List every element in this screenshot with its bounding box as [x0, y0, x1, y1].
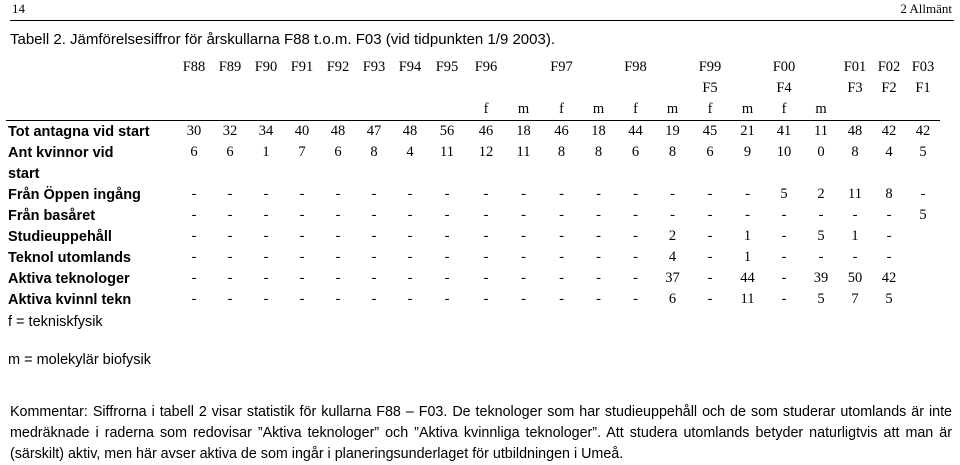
row-label: Från basåret [8, 207, 96, 224]
table-row [6, 205, 940, 226]
table-cell: m [592, 101, 605, 117]
table-cell: - [407, 270, 413, 286]
table-cell: - [559, 186, 564, 202]
table-cell: 11 [440, 144, 454, 160]
page-number: 14 [12, 1, 25, 16]
table-cell: - [818, 207, 824, 223]
table-cell: F96 [474, 59, 498, 75]
table-cell: - [227, 186, 233, 202]
table-cell: - [407, 291, 413, 307]
table-cell: F89 [218, 59, 242, 75]
table-cell [176, 99, 212, 121]
table-cell [906, 99, 940, 121]
table-cell [872, 163, 906, 184]
table-cell: 37 [665, 270, 680, 286]
table-cell: 6 [706, 144, 714, 160]
table-cell: - [191, 228, 197, 244]
table-cell [320, 99, 356, 121]
row-label: Teknol utomlands [8, 249, 131, 266]
table-cell: - [596, 207, 601, 223]
table-cell [731, 57, 764, 78]
table-cell: 5 [780, 186, 788, 202]
table-cell: 42 [872, 121, 906, 143]
table-cell: - [191, 270, 197, 286]
table-cell: - [633, 186, 638, 202]
table-cell [248, 163, 284, 184]
table-cell: F3 [847, 80, 863, 96]
table-cell [392, 78, 428, 99]
table-cell: - [371, 228, 377, 244]
table-cell: 5 [919, 144, 927, 160]
table-row [6, 247, 940, 268]
table-row [6, 184, 940, 205]
table-cell [804, 57, 838, 78]
table-cell [541, 78, 582, 99]
table-cell: - [263, 249, 269, 265]
legend-row-f [6, 310, 940, 334]
table-cell: 39 [813, 270, 829, 286]
table-cell: F91 [290, 59, 314, 75]
table-cell: - [886, 228, 892, 244]
table-cell [248, 99, 284, 121]
table-cell: - [299, 291, 305, 307]
section-title: 2 Allmänt [900, 1, 952, 16]
table-cell: - [707, 291, 713, 307]
table-row [6, 163, 940, 184]
table-cell: 0 [817, 144, 825, 160]
table-cell: 7 [851, 291, 859, 307]
table-cell [356, 78, 392, 99]
table-cell: - [483, 186, 489, 202]
table-cell: - [886, 249, 892, 265]
table-cell: - [559, 270, 564, 286]
table-cell: - [559, 291, 564, 307]
table-cell: - [483, 249, 489, 265]
table-cell: 48 [320, 121, 356, 143]
table-cell: 6 [334, 144, 342, 160]
table-cell: 21 [731, 121, 764, 143]
table-cell: 47 [356, 121, 392, 143]
table-cell: 8 [594, 144, 603, 160]
table-cell: 48 [392, 121, 428, 143]
table-cell: F2 [881, 80, 897, 96]
table-cell: 11 [740, 291, 755, 307]
table-cell: F1 [915, 80, 931, 96]
table-cell: - [335, 291, 341, 307]
table-cell: - [371, 270, 377, 286]
table-cell: - [781, 270, 787, 286]
table-cell [872, 99, 906, 121]
table-row [6, 289, 940, 310]
table-cell: F99 [698, 59, 722, 75]
legend-m: m = molekylär biofysik [8, 352, 152, 368]
table-cell: - [707, 228, 713, 244]
table-cell [731, 163, 764, 184]
table-cell: - [335, 249, 341, 265]
table-cell [428, 78, 466, 99]
table-cell: F01 [843, 59, 867, 75]
table-cell: 8 [885, 186, 893, 202]
row-label: Tot antagna vid start [6, 121, 176, 143]
table-cell: 41 [764, 121, 804, 143]
table-cell [284, 163, 320, 184]
table-cell: - [633, 228, 638, 244]
table-cell: 4 [668, 249, 677, 265]
table-cell [541, 163, 582, 184]
table-cell: 50 [847, 270, 863, 286]
table-cell [506, 163, 541, 184]
table-cell: - [521, 291, 526, 307]
table-cell: - [707, 207, 713, 223]
table-cell [906, 226, 940, 247]
table-cell: 44 [740, 270, 755, 286]
table-cell [506, 57, 541, 78]
table-cell: 2 [668, 228, 677, 244]
table-cell: - [781, 228, 787, 244]
table-cell [428, 163, 466, 184]
row-label [6, 99, 176, 121]
legend-row-m [6, 334, 940, 368]
table-cell: 6 [226, 144, 234, 160]
table-cell: 11 [516, 144, 531, 160]
table-cell: f [559, 101, 564, 117]
table-cell [284, 99, 320, 121]
table-cell: 42 [906, 121, 940, 143]
table-cell: 11 [848, 186, 862, 202]
table-cell [356, 163, 392, 184]
table-cell: - [371, 186, 377, 202]
table-cell [582, 78, 615, 99]
table-cell: 44 [615, 121, 656, 143]
page-header [0, 0, 960, 20]
table-cell: - [596, 186, 601, 202]
table-cell: F98 [624, 59, 647, 75]
table-cell: 18 [582, 121, 615, 143]
table-cell: - [670, 207, 675, 223]
table-cell: F88 [182, 59, 206, 75]
table-cell: - [263, 291, 269, 307]
table-cell: 56 [428, 121, 466, 143]
table-cell [428, 99, 466, 121]
table-cell: - [335, 228, 341, 244]
table-cell: - [633, 207, 638, 223]
table-cell [212, 78, 248, 99]
table-cell: 2 [817, 186, 825, 202]
table-cell: 9 [743, 144, 752, 160]
table-cell: - [745, 207, 750, 223]
table-cell: - [707, 186, 713, 202]
table-cell: 5 [885, 291, 893, 307]
row-label [6, 57, 176, 78]
table-cell: - [596, 249, 601, 265]
table-row [6, 121, 940, 143]
table-cell: f [633, 101, 638, 117]
table-cell: - [407, 249, 413, 265]
table-cell [906, 163, 940, 184]
table-cell: F00 [772, 59, 796, 75]
table-cell: - [407, 207, 413, 223]
table-cell: 32 [212, 121, 248, 143]
table-cell: - [633, 249, 638, 265]
table-cell [212, 99, 248, 121]
table-cell: - [745, 186, 750, 202]
table-cell: - [299, 207, 305, 223]
table-cell: F03 [911, 59, 935, 75]
table-cell: - [596, 291, 601, 307]
table-cell [356, 99, 392, 121]
table-cell: - [227, 270, 233, 286]
table-row [6, 268, 940, 289]
table-cell [320, 163, 356, 184]
table-cell [804, 78, 838, 99]
table-cell: 8 [851, 144, 859, 160]
table-cell: - [633, 270, 638, 286]
table-cell [906, 289, 940, 310]
table-cell [248, 78, 284, 99]
table-cell: - [596, 228, 601, 244]
table-cell [582, 57, 615, 78]
table-cell: - [559, 228, 564, 244]
table-cell: F95 [435, 59, 459, 75]
table-cell: - [521, 270, 526, 286]
table-cell: - [263, 228, 269, 244]
table-cell: - [521, 228, 526, 244]
table-cell: 18 [506, 121, 541, 143]
table-cell [615, 78, 656, 99]
table-cell: - [407, 186, 413, 202]
table-cell: 46 [541, 121, 582, 143]
header-row-sub [6, 78, 940, 99]
row-label: Aktiva kvinnl tekn [8, 291, 132, 308]
table-cell: - [781, 249, 787, 265]
header-rule [10, 20, 954, 21]
table-cell: - [227, 207, 233, 223]
table-cell: - [818, 249, 824, 265]
table-cell: m [517, 101, 530, 117]
table-cell: 5 [817, 228, 825, 244]
row-label: Aktiva teknologer [8, 270, 130, 287]
table-cell: - [521, 207, 526, 223]
table-cell: - [407, 228, 413, 244]
table-cell: - [191, 186, 197, 202]
table-cell: 8 [370, 144, 378, 160]
table-row [6, 226, 940, 247]
row-label: Ant kvinnor vid [8, 144, 114, 161]
table-cell: - [521, 249, 526, 265]
table-cell: - [633, 291, 638, 307]
row-label: start [8, 165, 40, 182]
header-row-years [6, 57, 940, 78]
table-cell [804, 163, 838, 184]
table-cell: f [707, 101, 713, 117]
table-cell: - [263, 186, 269, 202]
table-cell: - [559, 249, 564, 265]
table-cell [176, 163, 212, 184]
table-cell: - [299, 186, 305, 202]
table-cell: 40 [284, 121, 320, 143]
table-cell: - [263, 207, 269, 223]
table-cell: 30 [176, 121, 212, 143]
table-cell: - [596, 270, 601, 286]
table-cell: 1 [262, 144, 270, 160]
table-cell: 19 [656, 121, 689, 143]
table-cell: - [335, 207, 341, 223]
table-cell: 1 [743, 228, 752, 244]
table-cell [906, 268, 940, 289]
table-cell: - [781, 207, 787, 223]
table-cell: F97 [550, 59, 573, 75]
table-cell: - [444, 207, 450, 223]
table-cell: - [444, 186, 450, 202]
table-cell: 42 [881, 270, 897, 286]
table-cell: F93 [362, 59, 386, 75]
row-label: Från Öppen ingång [8, 186, 141, 203]
table-cell: - [227, 291, 233, 307]
table-cell: 8 [668, 144, 677, 160]
table-cell: - [227, 249, 233, 265]
table-cell: 34 [248, 121, 284, 143]
table-cell [731, 78, 764, 99]
table-cell: - [670, 186, 675, 202]
table-cell: - [299, 228, 305, 244]
table-cell: 8 [557, 144, 566, 160]
table-cell: - [191, 207, 197, 223]
table-cell: 46 [466, 121, 506, 143]
table-cell [906, 247, 940, 268]
table-cell [615, 163, 656, 184]
table-cell: - [335, 186, 341, 202]
table-cell: - [444, 291, 450, 307]
table-cell: - [483, 207, 489, 223]
table-cell: 6 [190, 144, 198, 160]
table-cell: - [707, 270, 713, 286]
table-cell [212, 163, 248, 184]
table-cell: - [371, 291, 377, 307]
table-cell: 5 [817, 291, 825, 307]
table-caption: Tabell 2. Jämförelsesiffror för årskullarna F88 t.o.m. F03 (vid tidpunkten 1/9 2003). [10, 31, 555, 48]
table-cell [838, 99, 872, 121]
table-cell: 6 [668, 291, 677, 307]
table-cell: f [781, 101, 787, 117]
table-cell: 10 [776, 144, 792, 160]
table-cell: f [483, 101, 489, 117]
table-cell: 12 [478, 144, 494, 160]
table-cell: 48 [838, 121, 872, 143]
table-cell: 4 [406, 144, 414, 160]
table-cell: F02 [877, 59, 901, 75]
table-cell: - [920, 186, 926, 202]
comparison-table [6, 57, 940, 368]
table-cell: - [299, 249, 305, 265]
table-cell [506, 78, 541, 99]
table-cell: 1 [743, 249, 752, 265]
legend-f: f = tekniskfysik [8, 314, 103, 330]
table-cell: m [666, 101, 679, 117]
table-cell: - [263, 270, 269, 286]
table-cell: 7 [298, 144, 306, 160]
table-cell: - [191, 291, 197, 307]
table-cell: - [559, 207, 564, 223]
table-cell [582, 163, 615, 184]
table-cell [320, 78, 356, 99]
table-cell: 4 [885, 144, 893, 160]
table-cell: - [707, 249, 713, 265]
comment-text: Kommentar: Siffrorna i tabell 2 visar statistik för kullarna F88 – F03. De teknologer som har studieuppehåll och de som studerar utomlands är inte medräknade i raderna som redovisar ”Aktiva teknologer” och ”Aktiva kvinnliga teknologer”. Att studera utomlands betyder naturligtvis att man är (särskilt) aktiv, men här avser aktiva de som ingår i planeringsunderlaget för utbildningen i Umeå. [10, 404, 952, 462]
table-cell [656, 57, 689, 78]
table-cell: - [483, 270, 489, 286]
table-cell [466, 78, 506, 99]
table-cell: - [886, 207, 892, 223]
table-cell [656, 163, 689, 184]
table-cell [764, 163, 804, 184]
table-cell: - [483, 228, 489, 244]
table-cell: - [444, 249, 450, 265]
table-cell: 1 [851, 228, 859, 244]
table-cell [689, 163, 731, 184]
table-cell: - [781, 291, 787, 307]
table-cell: 11 [804, 121, 838, 143]
table-cell [392, 99, 428, 121]
table-cell: F94 [398, 59, 422, 75]
table-cell [176, 78, 212, 99]
table-cell: - [444, 270, 450, 286]
table-cell: - [444, 228, 450, 244]
table-cell [466, 163, 506, 184]
table-cell [284, 78, 320, 99]
table-cell: 6 [631, 144, 640, 160]
row-label [6, 78, 176, 99]
table-cell [392, 163, 428, 184]
table-cell: - [852, 207, 858, 223]
table-cell: - [371, 207, 377, 223]
table-cell: F5 [702, 80, 718, 96]
table-cell: - [483, 291, 489, 307]
table-cell: - [521, 186, 526, 202]
row-label: Studieuppehåll [8, 228, 112, 245]
table-cell: - [371, 249, 377, 265]
table-cell: - [299, 270, 305, 286]
header-row-gender [6, 99, 940, 121]
table-cell: 5 [919, 207, 927, 223]
table-cell: 45 [689, 121, 731, 143]
table-cell: F4 [776, 80, 792, 96]
table-cell: - [227, 228, 233, 244]
table-cell [838, 163, 872, 184]
table-cell: m [815, 101, 827, 117]
table-cell [656, 78, 689, 99]
table-cell: - [191, 249, 197, 265]
table-cell: F90 [254, 59, 278, 75]
table-cell: m [741, 101, 754, 117]
table-cell: - [852, 249, 858, 265]
table-cell: - [335, 270, 341, 286]
table-cell: F92 [326, 59, 350, 75]
table-row [6, 142, 940, 163]
